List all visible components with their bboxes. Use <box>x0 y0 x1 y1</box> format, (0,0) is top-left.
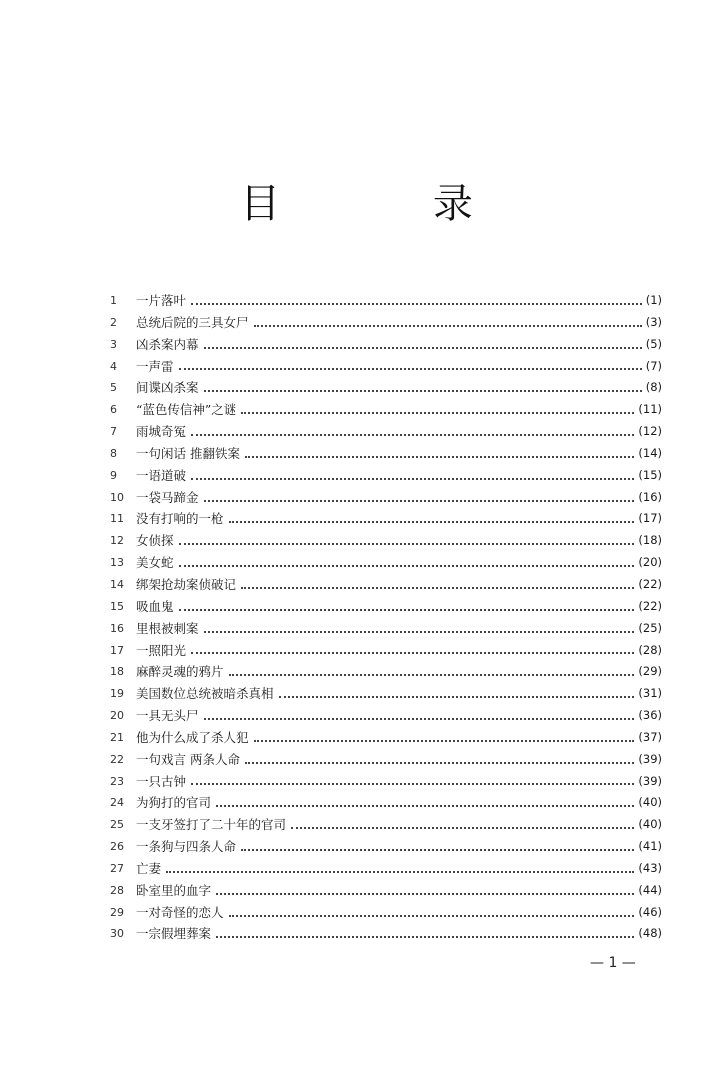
toc-entry-number: 17 <box>110 643 124 657</box>
toc-entry-page: (15) <box>638 467 662 482</box>
dot-leader <box>204 390 642 392</box>
dot-leader <box>229 674 635 676</box>
toc-entry-number: 27 <box>110 861 124 875</box>
toc-entry-number: 24 <box>110 796 124 810</box>
toc-entry-page: (17) <box>638 511 662 526</box>
toc-row <box>110 661 662 683</box>
toc-entry-page: (29) <box>638 664 662 679</box>
toc-entry-number: 4 <box>110 359 117 373</box>
toc-entry-title: 凶杀案内幕 <box>136 336 199 352</box>
toc-entry-title: 一对奇怪的恋人 <box>136 904 224 920</box>
page-title: 目 录 <box>240 181 543 227</box>
toc-entry-number: 18 <box>110 665 124 679</box>
toc-entry-title: 一宗假埋葬案 <box>136 926 212 942</box>
dot-leader <box>166 871 634 873</box>
toc-row <box>110 749 662 771</box>
toc-entry-page: (43) <box>638 860 662 875</box>
toc-entry-page: (41) <box>638 839 662 854</box>
toc-entry-title: 雨城奇冤 <box>136 424 187 440</box>
toc-entry-title: 一片落叶 <box>136 293 187 308</box>
toc-entry-number: 7 <box>110 425 117 439</box>
dot-leader <box>229 521 635 523</box>
toc-row <box>110 530 662 552</box>
toc-entry-page: (11) <box>638 402 662 417</box>
toc-entry-page: (44) <box>638 882 662 897</box>
toc-entry-page: (46) <box>638 904 662 919</box>
toc-row <box>110 814 662 836</box>
toc-row <box>110 771 662 793</box>
toc-entry-number: 1 <box>110 294 117 307</box>
toc-row <box>110 508 662 530</box>
toc-row <box>110 356 662 378</box>
toc-entry-title: 总统后院的三具女尸 <box>136 314 249 330</box>
toc-row <box>110 640 662 662</box>
toc-row <box>110 618 662 640</box>
toc-entry-title: 美女蛇 <box>136 555 174 571</box>
dot-leader <box>241 849 634 851</box>
toc-entry-title: 女侦探 <box>136 533 174 549</box>
toc-row <box>110 334 662 356</box>
toc-entry-number: 12 <box>110 534 124 548</box>
toc-entry-page: (39) <box>638 751 662 766</box>
toc-entry-page: (22) <box>638 598 662 613</box>
toc-entry-number: 6 <box>110 403 117 417</box>
toc-entry-page: (14) <box>638 445 662 460</box>
dot-leader <box>216 893 634 895</box>
dot-leader <box>204 500 635 502</box>
toc-entry-number: 2 <box>110 315 117 329</box>
toc-row <box>110 574 662 596</box>
toc-entry-title: 一只古钟 <box>136 773 187 789</box>
dot-leader <box>229 915 635 917</box>
dot-leader <box>179 609 635 611</box>
toc-entry-page: (31) <box>638 686 662 701</box>
toc-row <box>110 312 662 334</box>
toc-entry-number: 15 <box>110 599 124 613</box>
toc-entry-title: 卧室里的血字 <box>136 882 212 898</box>
toc-entry-page: (39) <box>638 773 662 788</box>
toc-row <box>110 443 662 465</box>
toc-entry-number: 8 <box>110 446 117 460</box>
toc-entry-page: (8) <box>645 380 662 395</box>
dot-leader <box>179 368 642 370</box>
toc-entry-page: (36) <box>638 708 662 723</box>
toc-row <box>110 705 662 727</box>
toc-entry-number: 14 <box>110 577 124 591</box>
toc-entry-title: 一袋马蹄金 <box>136 489 199 505</box>
toc-entry-title: 他为什么成了杀人犯 <box>136 729 249 745</box>
dot-leader <box>191 303 642 305</box>
dot-leader <box>179 565 635 567</box>
toc-row <box>110 836 662 858</box>
toc-row <box>110 465 662 487</box>
toc-row <box>110 858 662 880</box>
toc-entry-number: 20 <box>110 709 124 723</box>
dot-leader <box>279 696 635 698</box>
toc-row <box>110 552 662 574</box>
toc-entry-page: (5) <box>645 336 662 351</box>
table-of-contents <box>110 290 662 945</box>
dot-leader <box>254 325 642 327</box>
toc-row <box>110 792 662 814</box>
toc-entry-page: (37) <box>638 729 662 744</box>
toc-row <box>110 902 662 924</box>
toc-row <box>110 290 662 312</box>
toc-entry-title: 一支牙签打了二十年的官司 <box>136 817 287 833</box>
toc-entry-title: 没有打响的一枪 <box>136 511 224 527</box>
toc-row <box>110 487 662 509</box>
toc-entry-title: “蓝色传信神”之谜 <box>136 402 237 418</box>
dot-leader <box>254 740 635 742</box>
toc-row <box>110 596 662 618</box>
dot-leader <box>191 478 634 480</box>
toc-entry-number: 26 <box>110 840 124 854</box>
toc-entry-title: 一句戏言 两条人命 <box>136 751 240 767</box>
toc-row <box>110 377 662 399</box>
toc-entry-number: 16 <box>110 621 124 635</box>
toc-entry-page: (48) <box>638 926 662 941</box>
toc-entry-number: 19 <box>110 687 124 701</box>
toc-entry-number: 9 <box>110 468 117 482</box>
toc-entry-number: 29 <box>110 905 124 919</box>
toc-entry-title: 麻醉灵魂的鸦片 <box>136 664 224 680</box>
page-number: — 1 — <box>590 955 636 971</box>
toc-entry-title: 里根被刺案 <box>136 620 199 636</box>
dot-leader <box>204 718 635 720</box>
toc-row <box>110 727 662 749</box>
toc-entry-title: 一照阳光 <box>136 642 187 658</box>
toc-entry-page: (7) <box>645 358 662 373</box>
toc-entry-number: 21 <box>110 730 124 744</box>
toc-entry-page: (3) <box>645 314 662 329</box>
toc-entry-number: 23 <box>110 774 124 788</box>
toc-entry-number: 3 <box>110 337 117 351</box>
toc-entry-page: (20) <box>638 555 662 570</box>
dot-leader <box>241 412 634 414</box>
dot-leader <box>191 783 634 785</box>
dot-leader <box>241 587 634 589</box>
toc-entry-page: (40) <box>638 817 662 832</box>
dot-leader <box>191 652 634 654</box>
dot-leader <box>204 347 642 349</box>
toc-entry-number: 10 <box>110 490 124 504</box>
dot-leader <box>245 456 634 458</box>
toc-entry-page: (22) <box>638 576 662 591</box>
toc-entry-title: 美国数位总统被暗杀真相 <box>136 686 274 702</box>
toc-entry-title: 间谍凶杀案 <box>136 380 199 396</box>
toc-row <box>110 923 662 945</box>
toc-entry-title: 一句闲话 推翻铁案 <box>136 445 240 461</box>
toc-entry-title: 亡妻 <box>136 860 162 876</box>
toc-entry-page: (1) <box>645 293 662 307</box>
toc-entry-number: 11 <box>110 512 124 526</box>
toc-entry-title: 吸血鬼 <box>136 598 174 614</box>
toc-entry-number: 22 <box>110 752 124 766</box>
toc-entry-number: 13 <box>110 556 124 570</box>
toc-entry-page: (18) <box>638 533 662 548</box>
toc-entry-page: (12) <box>638 424 662 439</box>
toc-entry-page: (28) <box>638 642 662 657</box>
toc-row <box>110 683 662 705</box>
toc-entry-page: (40) <box>638 795 662 810</box>
toc-entry-title: 一具无头尸 <box>136 708 199 724</box>
toc-entry-title: 为狗打的官司 <box>136 795 212 811</box>
toc-entry-title: 一声雷 <box>136 358 174 374</box>
dot-leader <box>291 827 634 829</box>
dot-leader <box>179 543 635 545</box>
toc-entry-number: 25 <box>110 818 124 832</box>
dot-leader <box>245 762 634 764</box>
toc-entry-number: 5 <box>110 381 117 395</box>
toc-entry-number: 30 <box>110 927 124 941</box>
dot-leader <box>216 805 634 807</box>
dot-leader <box>216 936 634 938</box>
toc-entry-page: (25) <box>638 620 662 635</box>
toc-entry-number: 28 <box>110 883 124 897</box>
toc-entry-title: 一语道破 <box>136 467 187 483</box>
toc-row <box>110 399 662 421</box>
dot-leader <box>191 434 634 436</box>
toc-row <box>110 421 662 443</box>
toc-entry-title: 绑架抢劫案侦破记 <box>136 576 237 592</box>
dot-leader <box>204 631 635 633</box>
toc-entry-title: 一条狗与四条人命 <box>136 839 237 855</box>
toc-entry-page: (16) <box>638 489 662 504</box>
toc-row <box>110 880 662 902</box>
